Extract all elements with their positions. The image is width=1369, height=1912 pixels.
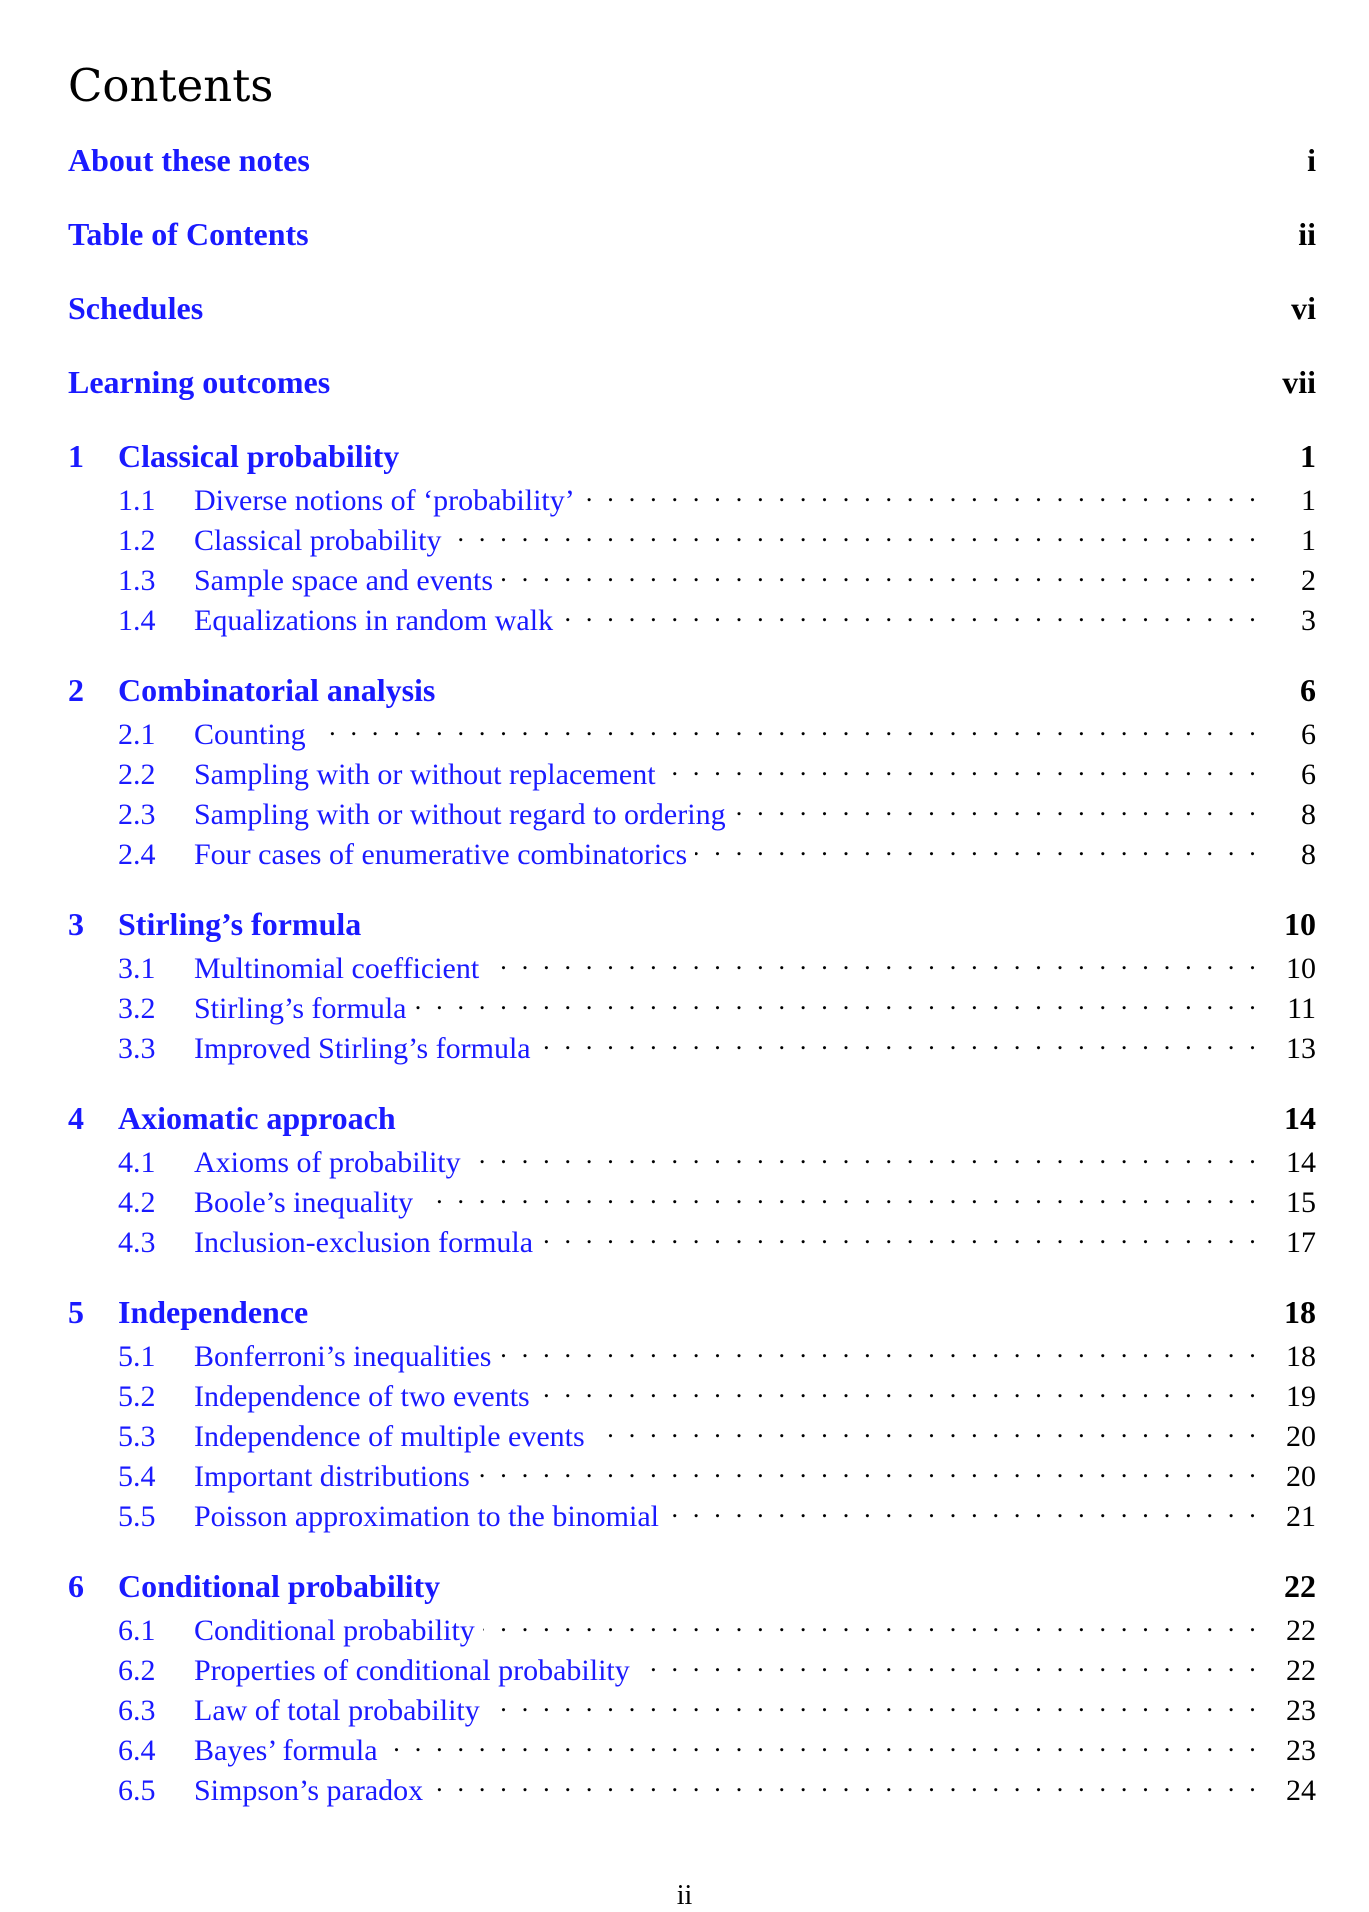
page-number: 3 xyxy=(1301,604,1316,637)
section-number[interactable]: 6.3 xyxy=(118,1694,156,1727)
page-number: 6 xyxy=(1300,672,1316,708)
page-number: 14 xyxy=(1286,1146,1316,1179)
chapter-link[interactable]: Conditional probability xyxy=(118,1568,441,1604)
section-link[interactable]: Sampling with or without regard to ordering xyxy=(194,798,726,831)
dot-leader xyxy=(469,1140,1260,1172)
toc-page xyxy=(68,56,1316,1842)
dot-leader xyxy=(734,792,1260,824)
page-number: 22 xyxy=(1286,1654,1316,1687)
chapter-link[interactable]: Axiomatic approach xyxy=(118,1100,396,1136)
page-number: 18 xyxy=(1286,1340,1316,1373)
dot-leader xyxy=(488,1688,1260,1720)
chapter-entry[interactable] xyxy=(68,906,1316,946)
section-entry[interactable] xyxy=(68,1688,1316,1728)
dot-leader xyxy=(561,598,1260,630)
section-entry[interactable] xyxy=(68,1140,1316,1180)
section-entry[interactable] xyxy=(68,1608,1316,1648)
section-link[interactable]: Diverse notions of ‘probability’ xyxy=(194,484,575,517)
page-number: 23 xyxy=(1286,1694,1316,1727)
page-number: 8 xyxy=(1301,838,1316,871)
dot-leader xyxy=(695,832,1260,864)
dot-leader xyxy=(415,986,1261,1018)
section-entry[interactable] xyxy=(68,1494,1316,1534)
chapter-link[interactable]: Independence xyxy=(118,1294,309,1330)
chapter-entry[interactable] xyxy=(68,1294,1316,1334)
chapter-number[interactable]: 6 xyxy=(68,1568,84,1604)
section-number[interactable]: 1.4 xyxy=(118,604,156,637)
page-number: 8 xyxy=(1301,798,1316,831)
page-number: 10 xyxy=(1284,906,1316,942)
chapter-number[interactable]: 5 xyxy=(68,1294,84,1330)
toc-link[interactable]: Learning outcomes xyxy=(68,364,331,400)
section-number[interactable]: 1.2 xyxy=(118,524,156,557)
page-number: 22 xyxy=(1286,1614,1316,1647)
dot-leader xyxy=(638,1648,1260,1680)
section-number[interactable]: 5.4 xyxy=(118,1460,156,1493)
page-number: 20 xyxy=(1286,1420,1316,1453)
dot-leader xyxy=(386,1728,1260,1760)
section-entry[interactable] xyxy=(68,598,1316,638)
section-number[interactable]: 5.5 xyxy=(118,1500,156,1533)
front-matter-list xyxy=(68,142,1316,404)
page-number: 23 xyxy=(1286,1734,1316,1767)
toc-link[interactable]: About these notes xyxy=(68,142,310,178)
chapter-link[interactable]: Stirling’s formula xyxy=(118,906,362,942)
section-link[interactable]: Poisson approximation to the binomial xyxy=(194,1500,659,1533)
section-entry[interactable] xyxy=(68,1768,1316,1808)
section-number[interactable]: 4.3 xyxy=(118,1226,156,1259)
page-number: 6 xyxy=(1301,718,1316,751)
page-number: 19 xyxy=(1286,1380,1316,1413)
page-number: 13 xyxy=(1286,1032,1316,1065)
section-link[interactable]: Classical probability xyxy=(194,524,442,557)
section-link[interactable]: Law of total probability xyxy=(194,1694,480,1727)
section-link[interactable]: Independence of two events xyxy=(194,1380,530,1413)
page-number: 18 xyxy=(1284,1294,1316,1330)
dot-leader xyxy=(664,752,1260,784)
section-link[interactable]: Axioms of probability xyxy=(194,1146,461,1179)
section-link[interactable]: Counting xyxy=(194,718,306,751)
chapter-number[interactable]: 2 xyxy=(68,672,84,708)
section-link[interactable]: Sample space and events xyxy=(194,564,494,597)
page-number: 14 xyxy=(1284,1100,1316,1136)
section-number[interactable]: 6.1 xyxy=(118,1614,156,1647)
page-number: 17 xyxy=(1286,1226,1316,1259)
dot-leader xyxy=(667,1494,1260,1526)
section-link[interactable]: Sampling with or without replacement xyxy=(194,758,656,791)
chapter-entry[interactable] xyxy=(68,1568,1316,1608)
section-entry[interactable] xyxy=(68,518,1316,558)
page-number: vii xyxy=(1282,364,1316,400)
page-number: 15 xyxy=(1286,1186,1316,1219)
dot-leader xyxy=(539,1026,1260,1058)
footer-page-number: ii xyxy=(676,1880,693,1911)
section-link[interactable]: Bayes’ formula xyxy=(194,1734,378,1767)
chapter-number[interactable]: 1 xyxy=(68,438,84,474)
section-entry[interactable] xyxy=(68,478,1316,518)
section-entry[interactable] xyxy=(68,1026,1316,1066)
section-entry[interactable] xyxy=(68,558,1316,598)
chapter-block-4 xyxy=(68,1100,1316,1260)
chapter-block-1 xyxy=(68,438,1316,638)
page-number: 24 xyxy=(1286,1774,1316,1807)
page-number: 21 xyxy=(1286,1500,1316,1533)
chapter-number[interactable]: 4 xyxy=(68,1100,84,1136)
section-link[interactable]: Bonferroni’s inequalities xyxy=(194,1340,492,1373)
chapter-number[interactable]: 3 xyxy=(68,906,84,942)
dot-leader xyxy=(449,518,1260,550)
dot-leader xyxy=(541,1220,1260,1252)
chapter-block-6 xyxy=(68,1568,1316,1808)
section-number[interactable]: 2.4 xyxy=(118,838,156,871)
chapter-entry[interactable] xyxy=(68,438,1316,478)
section-entry[interactable] xyxy=(68,1414,1316,1454)
dot-leader xyxy=(431,1768,1260,1800)
chapter-block-3 xyxy=(68,906,1316,1066)
chapter-link[interactable]: Classical probability xyxy=(118,438,400,474)
section-entry[interactable] xyxy=(68,1374,1316,1414)
section-number[interactable]: 1.1 xyxy=(118,484,156,517)
page-number: 22 xyxy=(1284,1568,1316,1604)
dot-leader xyxy=(499,1334,1260,1366)
page-number: ii xyxy=(1298,216,1316,252)
toc-link[interactable]: Table of Contents xyxy=(68,216,309,252)
page-number: 1 xyxy=(1301,484,1316,517)
section-number[interactable]: 6.5 xyxy=(118,1774,156,1807)
section-link[interactable]: Improved Stirling’s formula xyxy=(194,1032,531,1065)
dot-leader xyxy=(483,1608,1260,1640)
section-entry[interactable] xyxy=(68,946,1316,986)
section-entry[interactable] xyxy=(68,1334,1316,1374)
section-link[interactable]: Equalizations in random walk xyxy=(194,604,554,637)
page-number: 1 xyxy=(1301,524,1316,557)
page-number: 1 xyxy=(1300,438,1316,474)
section-entry[interactable] xyxy=(68,752,1316,792)
section-number[interactable]: 3.2 xyxy=(118,992,156,1025)
section-number[interactable]: 6.2 xyxy=(118,1654,156,1687)
section-link[interactable]: Important distributions xyxy=(194,1460,470,1493)
section-link[interactable]: Simpson’s paradox xyxy=(194,1774,424,1807)
section-entry[interactable] xyxy=(68,712,1316,752)
section-number[interactable]: 4.1 xyxy=(118,1146,156,1179)
chapter-entry[interactable] xyxy=(68,672,1316,712)
toc-entry-learning-outcomes[interactable] xyxy=(68,364,1316,404)
section-link[interactable]: Independence of multiple events xyxy=(194,1420,585,1453)
section-number[interactable]: 2.2 xyxy=(118,758,156,791)
section-link[interactable]: Four cases of enumerative combinatorics xyxy=(194,838,688,871)
dot-leader xyxy=(501,558,1260,590)
section-entry[interactable] xyxy=(68,1648,1316,1688)
section-number[interactable]: 5.1 xyxy=(118,1340,156,1373)
page-number: 2 xyxy=(1301,564,1316,597)
section-number[interactable]: 5.3 xyxy=(118,1420,156,1453)
section-link[interactable]: Stirling’s formula xyxy=(194,992,407,1025)
toc-entry-about[interactable] xyxy=(68,142,1316,182)
dot-leader xyxy=(593,1414,1260,1446)
dot-leader xyxy=(583,478,1260,510)
section-link[interactable]: Properties of conditional probability xyxy=(194,1654,630,1687)
dot-leader xyxy=(487,946,1260,978)
section-number[interactable]: 6.4 xyxy=(118,1734,156,1767)
page-number: vi xyxy=(1291,290,1316,326)
section-number[interactable]: 2.3 xyxy=(118,798,156,831)
page-number: 10 xyxy=(1286,952,1316,985)
page-number: 6 xyxy=(1301,758,1316,791)
section-link[interactable]: Boole’s inequality xyxy=(194,1186,414,1219)
page-number: i xyxy=(1307,142,1316,178)
section-link[interactable]: Conditional probability xyxy=(194,1614,475,1647)
section-entry[interactable] xyxy=(68,986,1316,1026)
section-number[interactable]: 5.2 xyxy=(118,1380,156,1413)
toc-entry-table-of-contents[interactable] xyxy=(68,216,1316,256)
section-number[interactable]: 3.3 xyxy=(118,1032,156,1065)
chapter-block-2 xyxy=(68,672,1316,872)
chapter-link[interactable]: Combinatorial analysis xyxy=(118,672,436,708)
section-number[interactable]: 4.2 xyxy=(118,1186,156,1219)
page-number: 20 xyxy=(1286,1460,1316,1493)
dot-leader xyxy=(538,1374,1260,1406)
section-entry[interactable] xyxy=(68,1220,1316,1260)
section-entry[interactable] xyxy=(68,1454,1316,1494)
toc-link[interactable]: Schedules xyxy=(68,290,204,326)
page-number: 11 xyxy=(1287,992,1316,1025)
page-title: Contents xyxy=(68,59,274,112)
section-number[interactable]: 2.1 xyxy=(118,718,156,751)
section-entry[interactable] xyxy=(68,832,1316,872)
section-entry[interactable] xyxy=(68,1728,1316,1768)
section-entry[interactable] xyxy=(68,792,1316,832)
chapter-block-5 xyxy=(68,1294,1316,1534)
chapter-entry[interactable] xyxy=(68,1100,1316,1140)
section-number[interactable]: 3.1 xyxy=(118,952,156,985)
dot-leader xyxy=(478,1454,1260,1486)
section-entry[interactable] xyxy=(68,1180,1316,1220)
section-number[interactable]: 1.3 xyxy=(118,564,156,597)
toc-entry-schedules[interactable] xyxy=(68,290,1316,330)
section-link[interactable]: Inclusion-exclusion formula xyxy=(194,1226,534,1259)
section-link[interactable]: Multinomial coefficient xyxy=(194,952,480,985)
dot-leader xyxy=(314,712,1260,744)
dot-leader xyxy=(421,1180,1260,1212)
